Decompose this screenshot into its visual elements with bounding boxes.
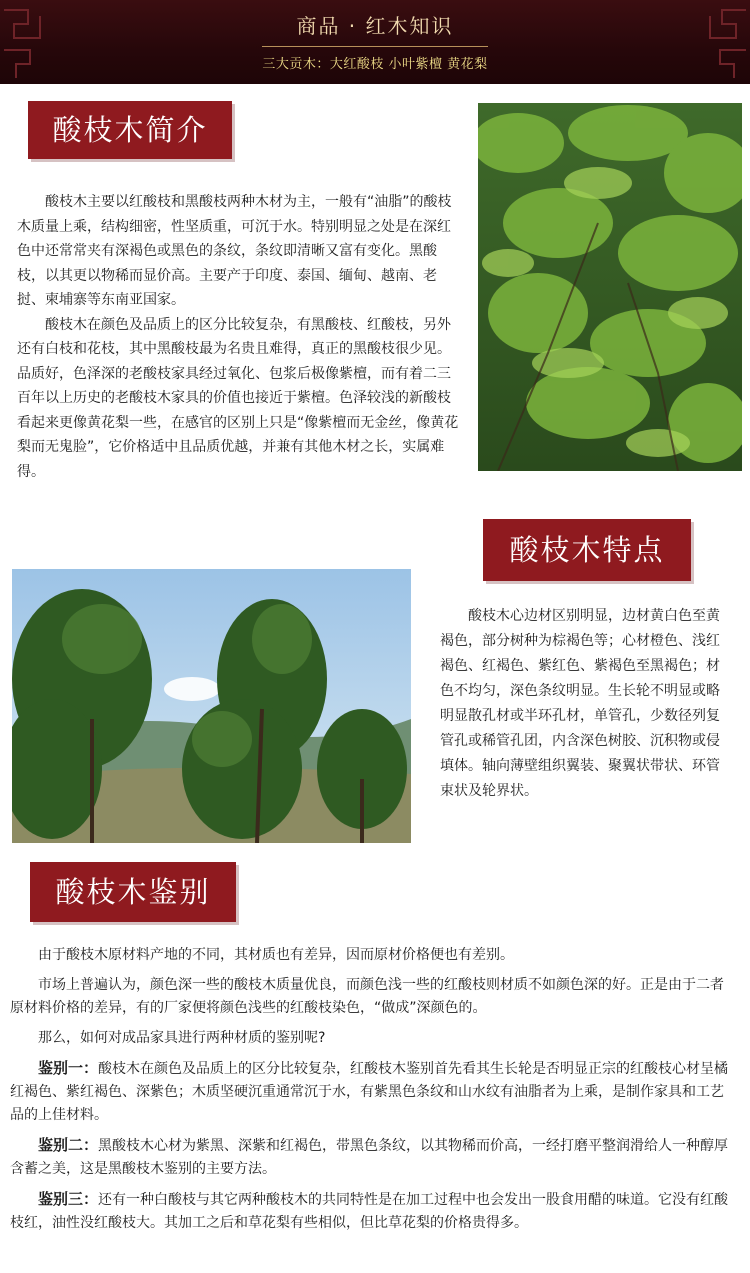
trees-landscape-photo [12,569,411,843]
foliage-illustration [478,103,742,471]
landscape-illustration [12,569,411,843]
identify-paragraph-3: 那么，如何对成品家具进行两种材质的鉴别呢? [38,1030,326,1046]
section-label-features: 酸枝木特点 [483,519,691,581]
features-paragraph: 酸枝木心边材区别明显，边材黄白色至黄褐色，部分树种为棕褐色等；心材橙色、浅红褐色、红褐色、紫红色、紫褐色至黑褐色；材色不均匀，深色条纹明显。生长轮不明显或略明显散孔材或半环孔材，单管孔，少数径列复管孔或稀管孔团，内含深色树胶、沉积物或侵填体。轴向薄壁组织翼装、聚翼状带状、环管束状及轮界状。 [440,608,720,799]
method-2-title: 鉴别二： [38,1136,99,1154]
identify-text [10,944,730,1242]
identify-paragraph-2: 市场上普遍认为，颜色深一些的酸枝木质量优良，而颜色浅一些的红酸枝则材质不如颜色深的好。正是由于二者原材料价格的差异，有的厂家便将颜色浅些的红酸枝染色，“做成”深颜色的。 [10,977,724,1016]
method-1 [10,1057,730,1127]
method-3-title: 鉴别三： [38,1190,99,1208]
section-label-identify: 酸枝木鉴别 [30,862,236,922]
section-label-intro: 酸枝木简介 [28,101,232,159]
header-subtitle: 三大贡木：大红酸枝 小叶紫檀 黄花梨 [262,57,488,72]
method-3-text: 还有一种白酸枝与其它两种酸枝木的共同特性是在加工过程中也会发出一股食用醋的味道。它没有红酸枝红，油性没红酸枝大。其加工之后和草花梨有些相似，但比草花梨的价格贵得多。 [10,1192,729,1231]
method-1-text: 酸枝木在颜色及品质上的区分比较复杂，红酸枝木鉴别首先看其生长轮是否明显正宗的红酸枝心材呈橘红褐色、紫红褐色、深紫色；木质坚硬沉重通常沉于水，有紫黑色条纹和山水纹有油脂者为上乘，是制作家具和工艺品的上佳材料。 [10,1061,729,1123]
features-text [440,604,732,804]
intro-text [17,190,459,484]
method-3 [10,1188,730,1235]
header-divider [262,46,488,47]
identify-paragraph-1: 由于酸枝木原材料产地的不同，其材质也有差异，因而原材价格便也有差别。 [38,947,514,963]
intro-paragraph-2: 酸枝木在颜色及品质上的区分比较复杂，有黑酸枝、红酸枝，另外还有白枝和花枝，其中黑酸枝最为名贵且难得，真正的黑酸枝很少见。品质好，色泽深的老酸枝家具经过氧化、包浆后极像紫檀，而有着二三百年以上历史的老酸枝木家具的价值也接近于紫檀。色泽较浅的新酸枝看起来更像黄花梨一些，在感官的区别上只是“像紫檀而无金丝，像黄花梨而无鬼脸”，它价格适中且品质优越，并兼有其他木材之长，实属难得。 [17,316,459,480]
method-2 [10,1134,730,1181]
method-2-text: 黑酸枝木心材为紫黑、深紫和红褐色，带黑色条纹，以其物稀而价高，一经打磨平整润滑给人一种醇厚含蓄之美，这是黑酸枝木鉴别的主要方法。 [10,1138,729,1177]
intro-paragraph-1: 酸枝木主要以红酸枝和黑酸枝两种木材为主，一般有“油脂”的酸枝木质量上乘，结构细密，性坚质重，可沉于水。特别明显之处是在深红色中还常常夹有深褐色或黑色的条纹，条纹即清晰又富有变化。黑酸枝，以其更以物稀而显价高。主要产于印度、泰国、缅甸、越南、老挝、柬埔寨等东南亚国家。 [17,194,452,308]
header-banner [0,0,750,84]
tree-foliage-photo [478,103,742,471]
header-title: 商品 · 红木知识 [296,14,454,38]
method-1-title: 鉴别一： [38,1059,99,1077]
